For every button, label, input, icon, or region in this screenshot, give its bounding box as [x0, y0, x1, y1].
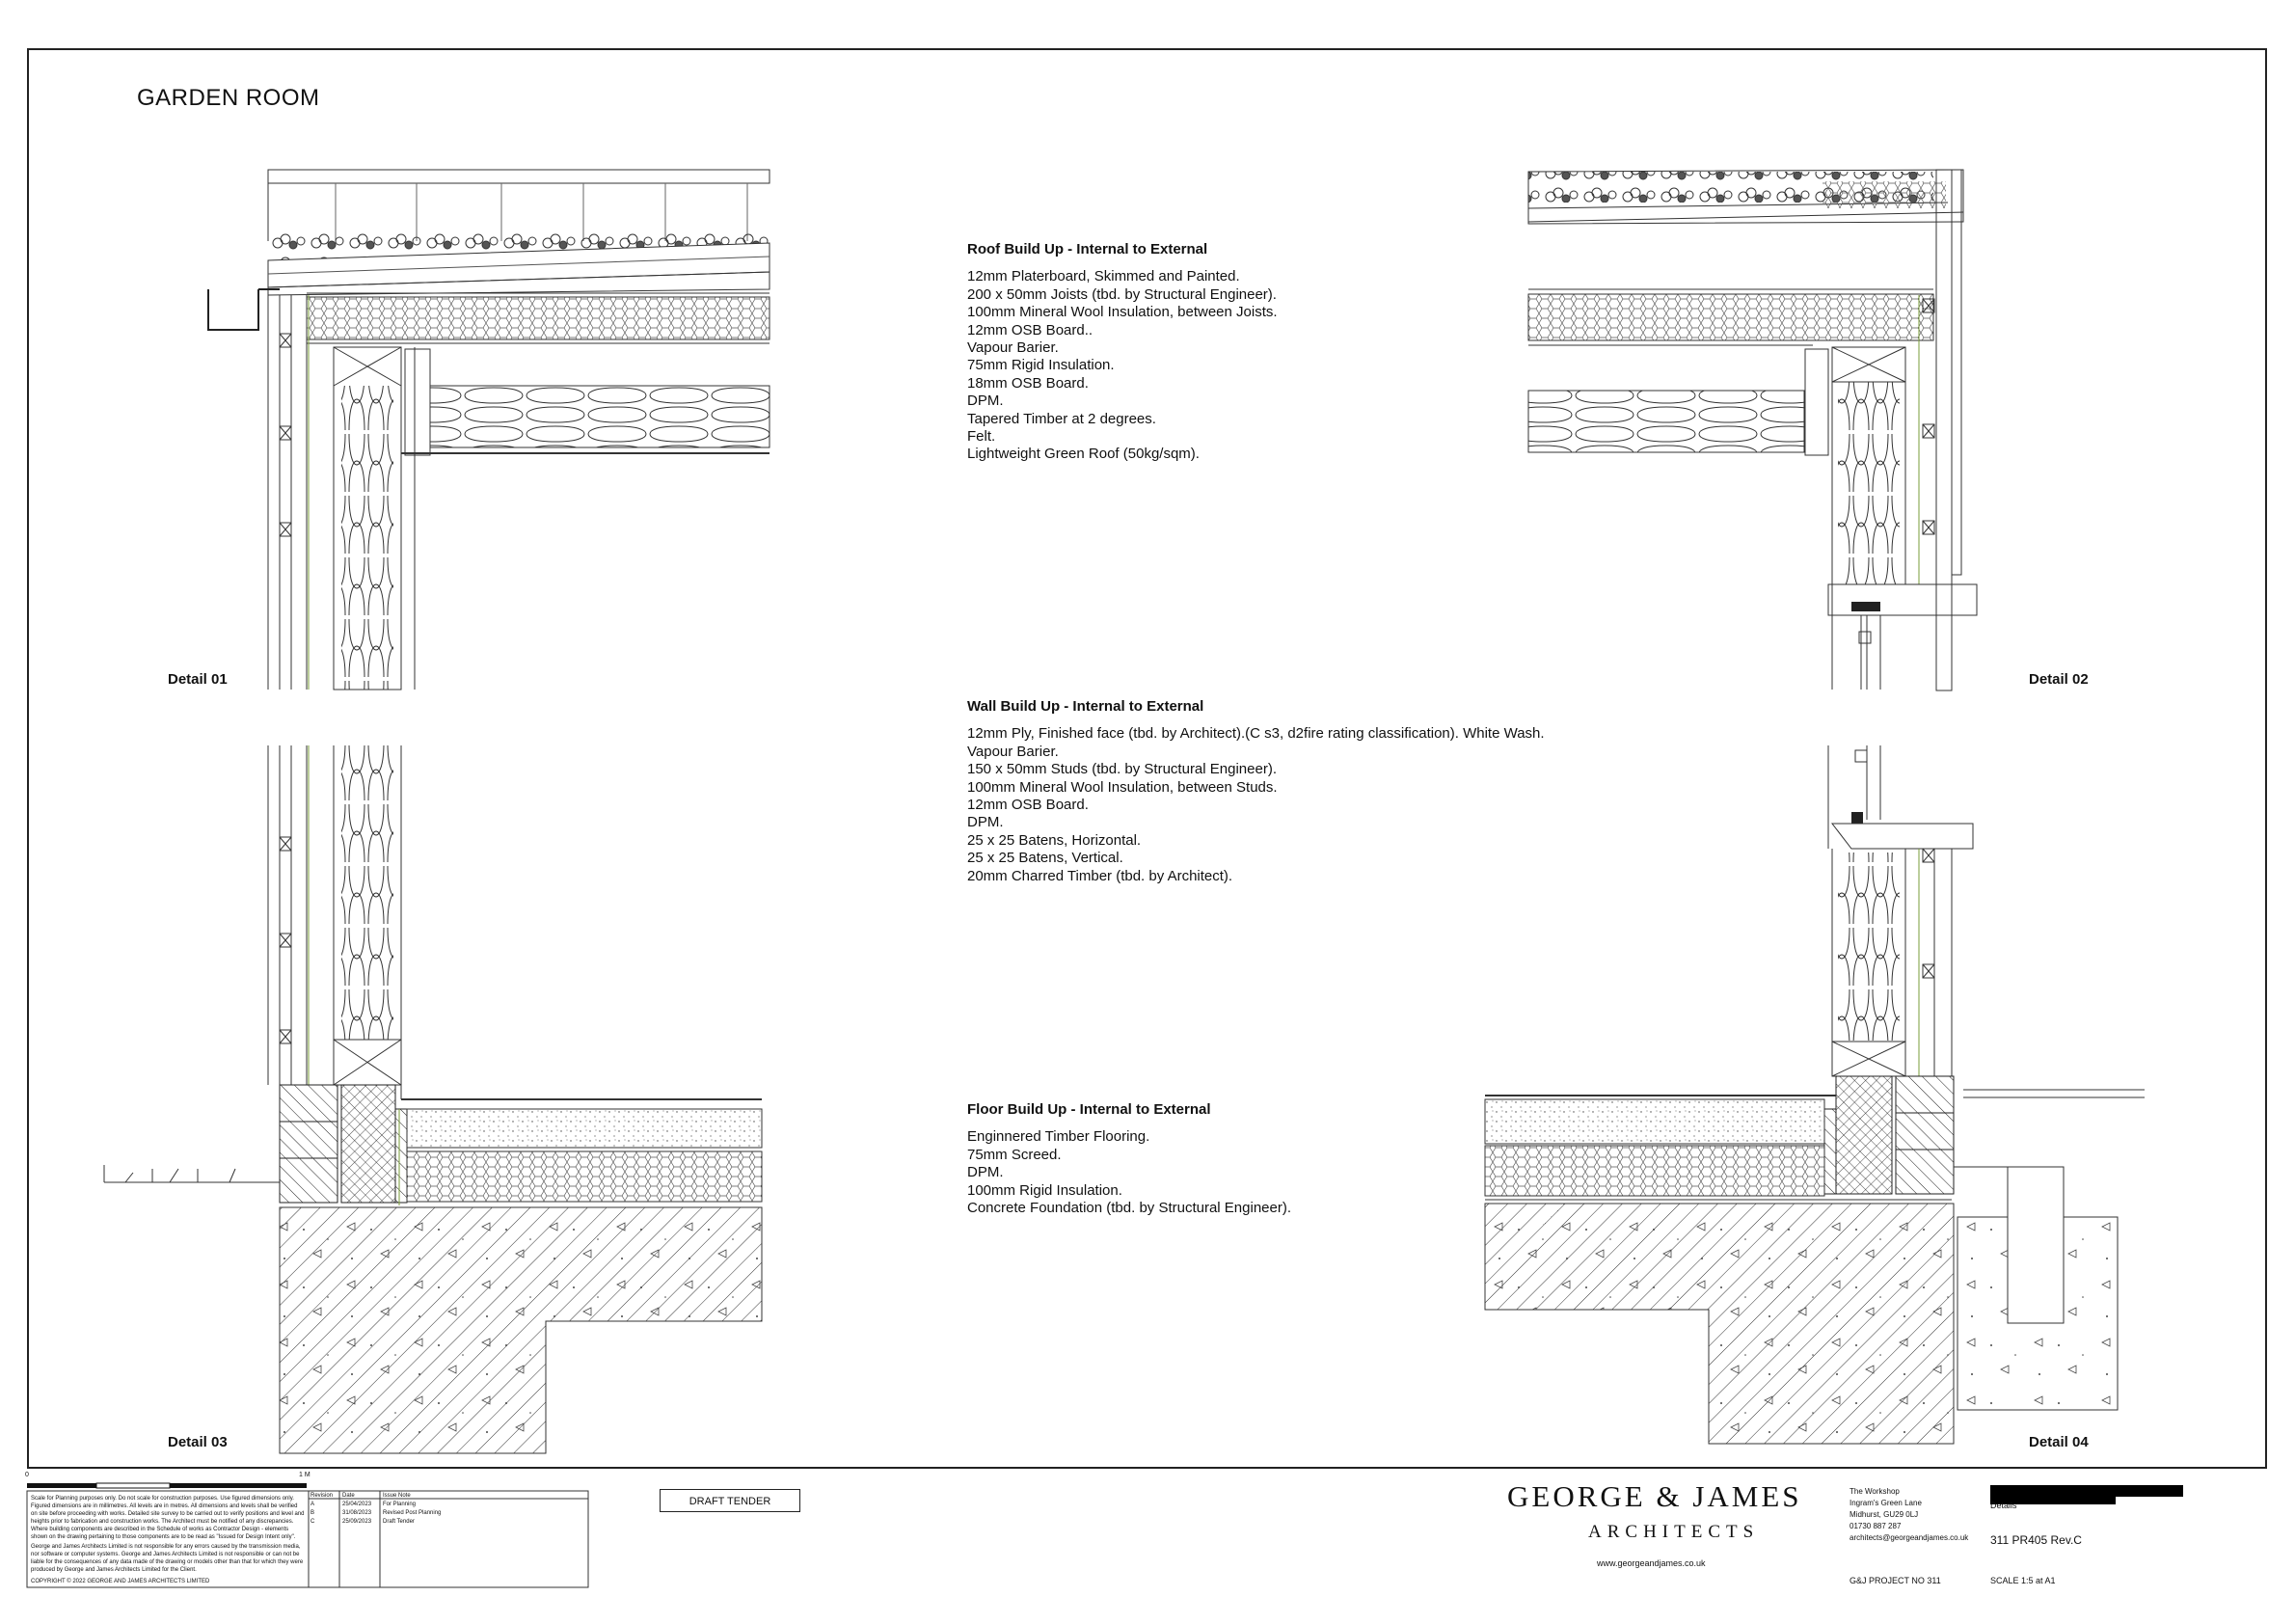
revision-cell: C: [310, 1519, 315, 1525]
detail-04-label: Detail 04: [2029, 1434, 2089, 1450]
website: www.georgeandjames.co.uk: [1597, 1558, 1706, 1568]
roof-spec-item: Felt.: [967, 428, 996, 446]
roof-spec-item: 200 x 50mm Joists (tbd. by Structural Engineer).: [967, 285, 1277, 303]
revision-cell: For Planning: [383, 1502, 417, 1507]
rev-header-date: Date: [342, 1493, 355, 1499]
rev-header-revision: Revision: [310, 1493, 334, 1499]
scale-bar-end: 1 M: [299, 1472, 310, 1478]
roof-spec-item: DPM.: [967, 392, 1004, 410]
detail-01-label: Detail 01: [168, 671, 228, 688]
address-line: The Workshop: [1850, 1487, 1900, 1496]
address-line: Ingram's Green Lane: [1850, 1499, 1922, 1507]
wall-spec-item: 20mm Charred Timber (tbd. by Architect).: [967, 867, 1233, 884]
roof-spec-heading: Roof Build Up - Internal to External: [967, 241, 1208, 257]
brand-logo-sub: ARCHITECTS: [1588, 1522, 1760, 1542]
revision-cell: B: [310, 1510, 315, 1516]
brand-logo: GEORGE & JAMES: [1507, 1479, 1802, 1513]
floor-spec-heading: Floor Build Up - Internal to External: [967, 1101, 1211, 1118]
roof-spec-item: 12mm Platerboard, Skimmed and Painted.: [967, 268, 1240, 285]
roof-spec-item: Vapour Barier.: [967, 339, 1059, 357]
revision-cell: 31/08/2023: [342, 1510, 372, 1516]
wall-spec-item: 12mm OSB Board.: [967, 797, 1089, 814]
wall-spec-item: Vapour Barier.: [967, 743, 1059, 760]
revision-cell: 25/04/2023: [342, 1502, 372, 1507]
roof-spec-item: 100mm Mineral Wool Insulation, between Joists.: [967, 304, 1278, 321]
roof-spec-item: 12mm OSB Board..: [967, 321, 1094, 338]
floor-spec-item: 100mm Rigid Insulation.: [967, 1181, 1122, 1199]
roof-spec-item: Tapered Timber at 2 degrees.: [967, 410, 1156, 427]
floor-spec-item: Concrete Foundation (tbd. by Structural Engineer).: [967, 1200, 1292, 1217]
roof-spec-item: Lightweight Green Roof (50kg/sqm).: [967, 446, 1200, 463]
wall-spec-item: 12mm Ply, Finished face (tbd. by Architect).(C s3, d2fire rating classification). White Wash.: [967, 725, 1545, 743]
address-line: Midhurst, GU29 0LJ: [1850, 1510, 1919, 1519]
disclaimer-notes: Scale for Planning purposes only. Do not scale for construction purposes. Use figured dimensions only. Figured dimensions are in millimetres. All levels are in metres. All dimensions and levels shall be verified on site before proceeding with works. Detailed site survey to be carried out to verify positions and level and heights prior to fabrication and construction works. The Architect must be notified of any discrepancies. Where building components are described in the Schedule of works as Contractor Design - elements shown on the drawing pertaining to those components are to be read as "Issued for Design Intent only".: [31, 1496, 305, 1540]
revision-cell: Revised Post Planning: [383, 1510, 442, 1516]
revision-cell: 25/09/2023: [342, 1519, 372, 1525]
revision-cell: A: [310, 1502, 315, 1507]
floor-spec-item: 75mm Screed.: [967, 1146, 1062, 1163]
drawing-scale: SCALE 1:5 at A1: [1990, 1576, 2056, 1585]
wall-spec-heading: Wall Build Up - Internal to External: [967, 698, 1204, 715]
copyright: COPYRIGHT © 2022 GEORGE AND JAMES ARCHITECTS LIMITED: [31, 1579, 210, 1584]
wall-spec-item: 25 x 25 Batens, Vertical.: [967, 850, 1123, 867]
wall-spec-item: 25 x 25 Batens, Horizontal.: [967, 831, 1142, 849]
office-address: [1850, 1486, 1968, 1544]
drawing-title: Details: [1990, 1501, 2017, 1510]
disclaimer-notes-2: George and James Architects Limited is not responsible for any errors caused by the transmission media, nor software or computer systems. George and James Architects Limited is not responsible or can not be liable for the consequences of any data made of the drawing or models other than that for which they were produced by George and James Architects Limited for the Client.: [31, 1544, 304, 1573]
drawing-number: 311 PR405 Rev.C: [1990, 1533, 2082, 1547]
sheet-title: GARDEN ROOM: [137, 85, 320, 111]
project-number: G&J PROJECT NO 311: [1850, 1576, 1941, 1585]
roof-spec-item: 75mm Rigid Insulation.: [967, 357, 1115, 374]
wall-spec-item: 150 x 50mm Studs (tbd. by Structural Engineer).: [967, 761, 1277, 778]
roof-spec-item: 18mm OSB Board.: [967, 374, 1089, 392]
wall-spec-item: DPM.: [967, 814, 1004, 831]
rev-header-note: Issue Note: [383, 1493, 411, 1499]
address-phone: 01730 887 287: [1850, 1522, 1902, 1530]
wall-spec-item: 100mm Mineral Wool Insulation, between Studs.: [967, 778, 1278, 796]
floor-spec-item: Enginnered Timber Flooring.: [967, 1128, 1150, 1146]
floor-spec-item: DPM.: [967, 1164, 1004, 1181]
address-email: architects@georgeandjames.co.uk: [1850, 1533, 1969, 1542]
detail-03-label: Detail 03: [168, 1434, 228, 1450]
status-badge: DRAFT TENDER: [660, 1489, 800, 1512]
revision-cell: Draft Tender: [383, 1519, 415, 1525]
detail-02-label: Detail 02: [2029, 671, 2089, 688]
scale-bar-start: 0: [25, 1472, 29, 1478]
